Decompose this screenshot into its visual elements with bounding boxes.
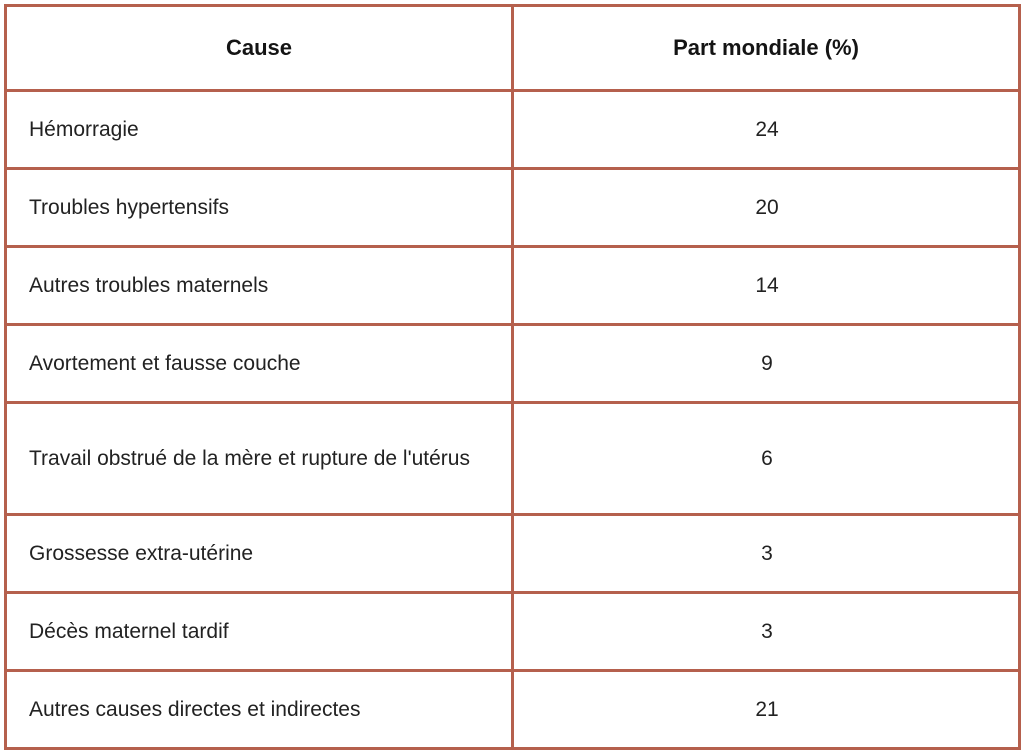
cause-cell: Grossesse extra-utérine xyxy=(6,515,513,593)
cause-cell: Décès maternel tardif xyxy=(6,593,513,671)
share-cell: 3 xyxy=(513,515,1020,593)
header-global-share: Part mondiale (%) xyxy=(513,6,1020,91)
cause-cell: Autres causes directes et indirectes xyxy=(6,671,513,749)
table-row xyxy=(6,593,1020,671)
cause-cell: Travail obstrué de la mère et rupture de l'utérus xyxy=(6,403,513,515)
header-row xyxy=(6,6,1020,91)
table-row xyxy=(6,403,1020,515)
share-cell: 14 xyxy=(513,247,1020,325)
table-row xyxy=(6,671,1020,749)
table-row xyxy=(6,325,1020,403)
cause-cell: Avortement et fausse couche xyxy=(6,325,513,403)
maternal-death-causes-table xyxy=(4,4,1021,750)
table-row xyxy=(6,169,1020,247)
share-cell: 24 xyxy=(513,91,1020,169)
header-cause: Cause xyxy=(6,6,513,91)
cause-cell: Hémorragie xyxy=(6,91,513,169)
table-row xyxy=(6,247,1020,325)
share-cell: 3 xyxy=(513,593,1020,671)
share-cell: 9 xyxy=(513,325,1020,403)
table-row xyxy=(6,91,1020,169)
cause-cell: Troubles hypertensifs xyxy=(6,169,513,247)
cause-cell: Autres troubles maternels xyxy=(6,247,513,325)
share-cell: 20 xyxy=(513,169,1020,247)
share-cell: 6 xyxy=(513,403,1020,515)
share-cell: 21 xyxy=(513,671,1020,749)
table-row xyxy=(6,515,1020,593)
maternal-death-causes-table-container xyxy=(4,4,1018,750)
